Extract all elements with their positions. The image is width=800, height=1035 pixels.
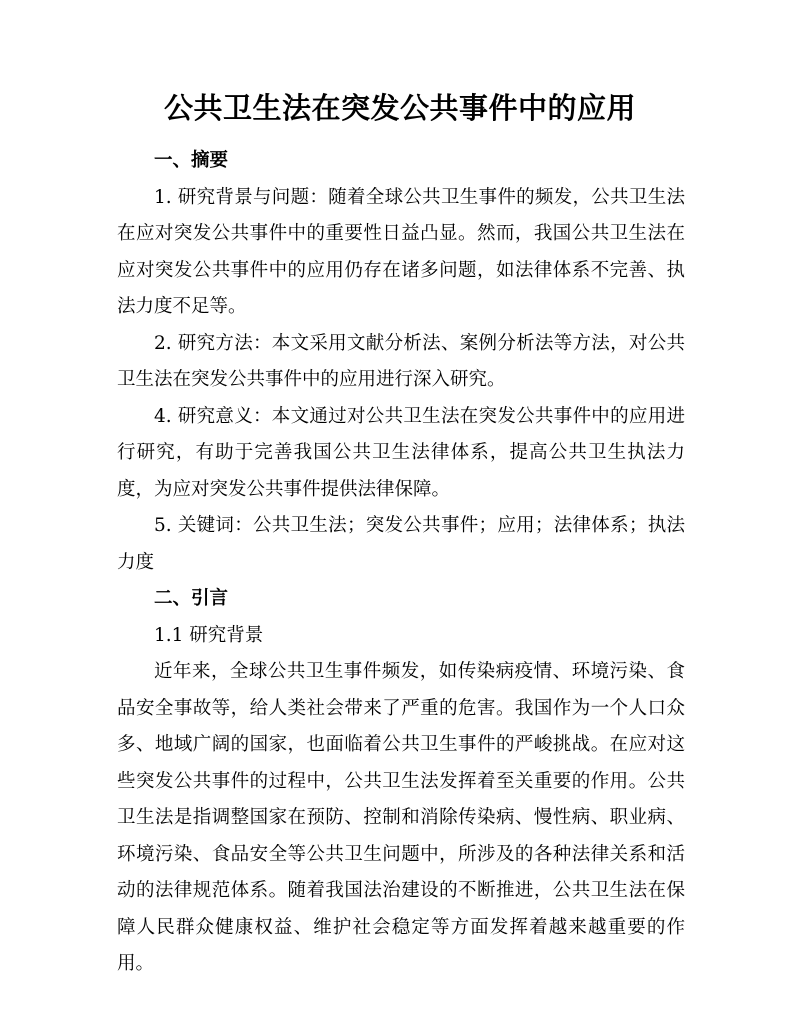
section-heading-abstract: 一、摘要: [154, 150, 229, 171]
document-title: 公共卫生法在突发公共事件中的应用: [163, 91, 636, 125]
abstract-item-keywords: 5. 关键词：公共卫生法；突发公共事件；应用；法律体系；执法力度: [117, 515, 685, 573]
abstract-item-background: 1. 研究背景与问题：随着全球公共卫生事件的频发，公共卫生法在应对突发公共事件中的重要性日益凸显。然而，我国公共卫生法在应对突发公共事件中的应用仍存在诸多问题，如法律体系不完善、执法力度不足等。: [117, 186, 685, 317]
subsection-heading-background: 1.1 研究背景: [154, 624, 264, 646]
abstract-item-method: 2. 研究方法：本文采用文献分析法、案例分析法等方法，对公共卫生法在突发公共事件中的应用进行深入研究。: [117, 332, 685, 390]
intro-paragraph: 近年来，全球公共卫生事件频发，如传染病疫情、环境污染、食品安全事故等，给人类社会带来了严重的危害。我国作为一个人口众多、地域广阔的国家，也面临着公共卫生事件的严峻挑战。在应对这些突发公共事件的过程中，公共卫生法发挥着至关重要的作用。公共卫生法是指调整国家在预防、控制和消除传染病、慢性病、职业病、环境污染、食品安全等公共卫生问题中，所涉及的各种法律关系和活动的法律规范体系。随着我国法治建设的不断推进，公共卫生法在保障人民群众健康权益、维护社会稳定等方面发挥着越来越重要的作用。: [117, 661, 685, 974]
document-body: [117, 143, 685, 983]
section-heading-intro: 二、引言: [154, 588, 229, 609]
abstract-item-significance: 4. 研究意义：本文通过对公共卫生法在突发公共事件中的应用进行研究，有助于完善我国公共卫生法律体系，提高公共卫生执法力度，为应对突发公共事件提供法律保障。: [117, 405, 685, 500]
